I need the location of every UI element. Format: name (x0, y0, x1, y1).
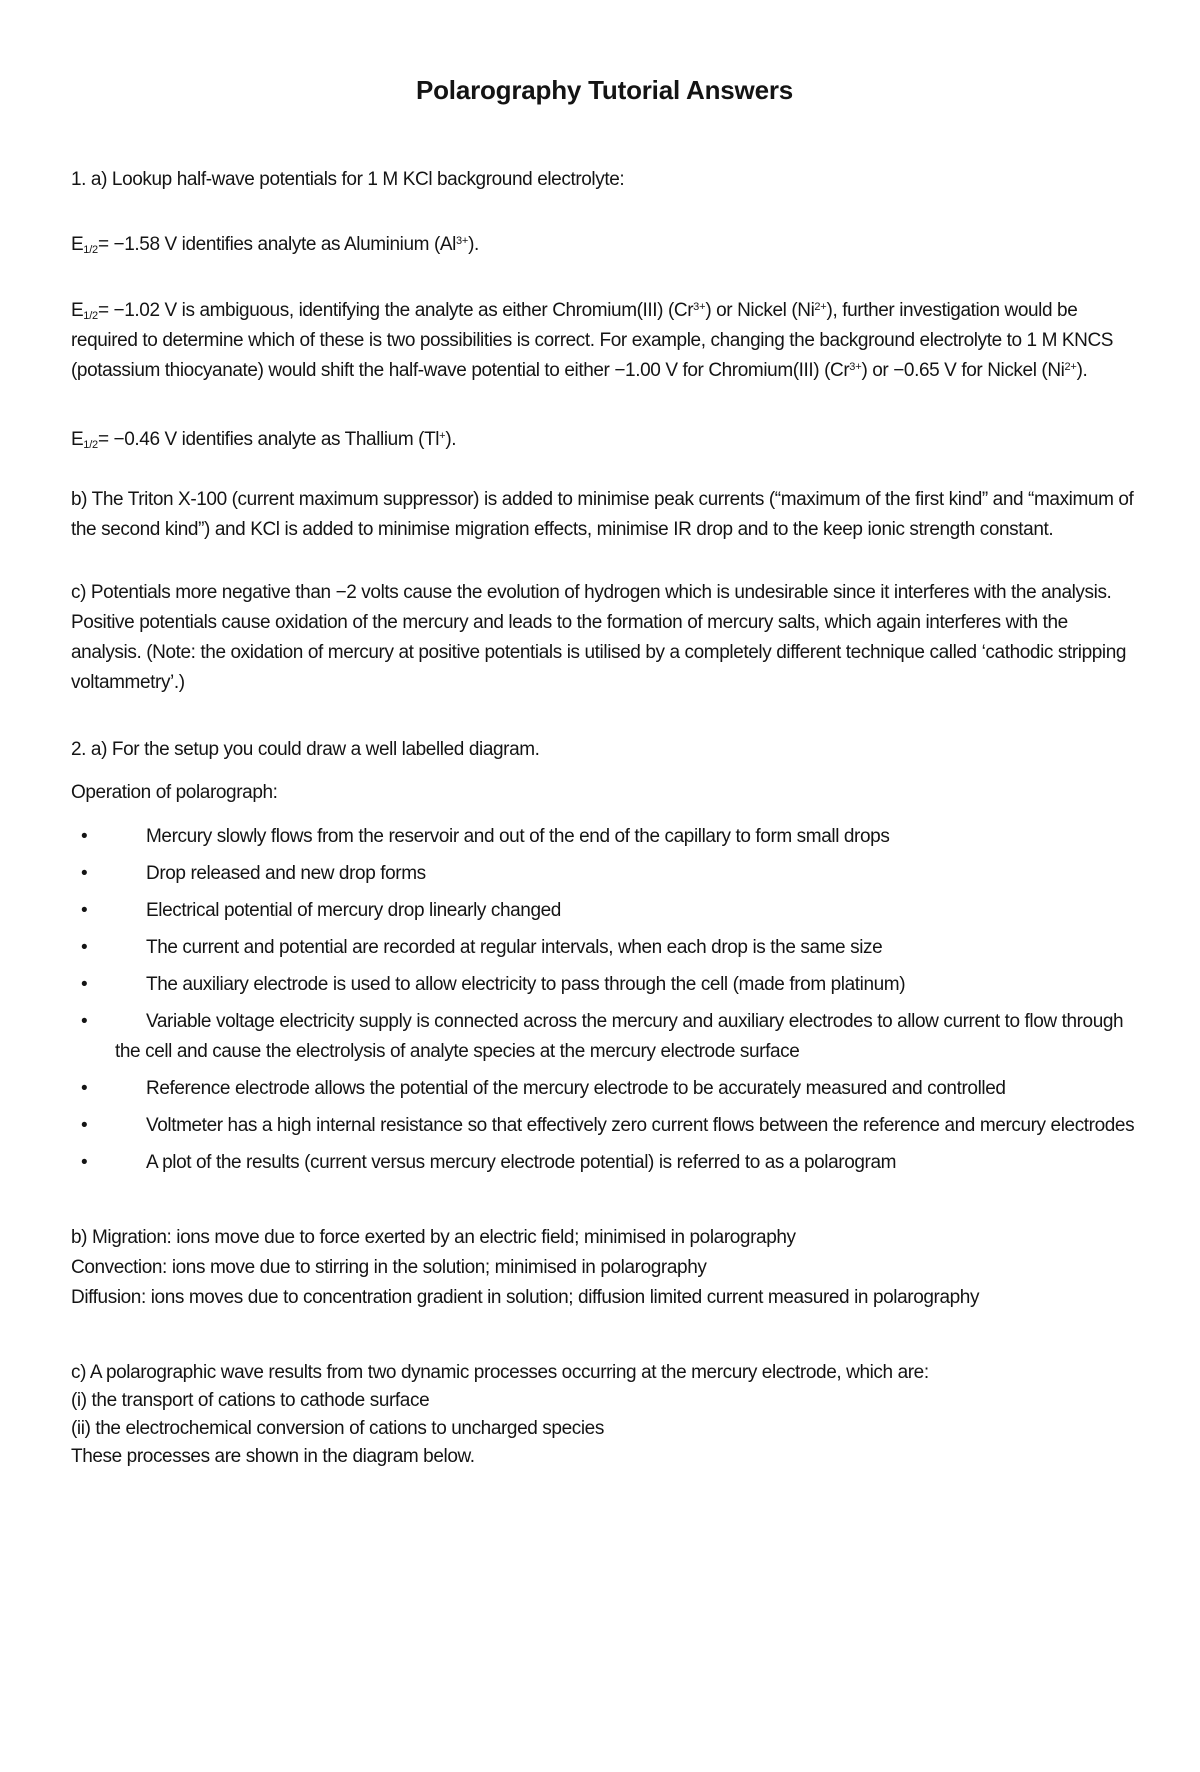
bullet-item (71, 822, 1138, 852)
operation-heading: Operation of polarograph: (71, 782, 278, 803)
q2-part-b-line: b) Migration: ions move due to force exerted by an electric field; minimised in polarography (71, 1227, 796, 1248)
bullet-item (71, 1148, 1138, 1178)
bullet-text: Electrical potential of mercury drop linearly changed (146, 900, 561, 921)
bullet-item (71, 933, 1138, 963)
bullet-marker: • (81, 1152, 88, 1173)
q1-answer-chromium-nickel: $E_{1/2}= -1.02$ V is ambiguous, identifying the analyte as either Chromium(III) $(Cr^{3+})$ or Nickel $(Ni^{2+})$, further investigation would be required to determine which of these is two possibilities is correct. For example, changing the background electrolyte to 1 M KNCS (potassium thiocyanate) would shift the half-wave potential to either −1.00 V for Chromium(III) $(Cr^{3+})$ or −0.65 V for Nickel $(Ni^{2+})$. (71, 300, 1114, 381)
document-page (0, 74, 1200, 1471)
bullet-marker: • (81, 1078, 88, 1099)
q2-part-c-line: These processes are shown in the diagram below. (71, 1446, 475, 1467)
bullet-marker: • (81, 900, 88, 921)
q2-intro-paragraph: 2. a) For the setup you could draw a well labelled diagram. (71, 739, 540, 760)
bullet-item (71, 1074, 1138, 1104)
bullet-text: Voltmeter has a high internal resistance so that effectively zero current flows between the reference and mercury electrodes (146, 1115, 1135, 1136)
bullet-marker: • (81, 1011, 88, 1032)
q2-part-c-line: c) A polarographic wave results from two dynamic processes occurring at the mercury electrode, which are: (71, 1362, 929, 1383)
bullet-item (71, 1111, 1138, 1141)
bullet-item (71, 1007, 1138, 1067)
q1-intro-paragraph: 1. a) Lookup half-wave potentials for 1 M KCl background electrolyte: (71, 169, 625, 190)
q2-part-c-line: (ii) the electrochemical conversion of cations to uncharged species (71, 1418, 604, 1439)
bullet-marker: • (81, 826, 88, 847)
q2-part-c-line: (i) the transport of cations to cathode surface (71, 1390, 430, 1411)
q2-part-c-paragraph (71, 1359, 1138, 1471)
q2-part-b-line: Convection: ions move due to stirring in the solution; minimised in polarography (71, 1257, 707, 1278)
q1-part-b-paragraph: b) The Triton X-100 (current maximum suppressor) is added to minimise peak currents (“maximum of the first kind” and “maximum of the second kind”) and KCl is added to minimise migration effects, minimise IR drop and to the keep ionic strength constant. (71, 489, 1134, 540)
bullet-text: A plot of the results (current versus mercury electrode potential) is referred to as a polarogram (146, 1152, 897, 1173)
q2-part-b-line: Diffusion: ions moves due to concentration gradient in solution; diffusion limited current measured in polarography (71, 1287, 980, 1308)
bullet-text: Reference electrode allows the potential of the mercury electrode to be accurately measured and controlled (146, 1078, 1006, 1099)
bullet-marker: • (81, 937, 88, 958)
page-title: Polarography Tutorial Answers (415, 75, 794, 105)
bullet-text: Drop released and new drop forms (146, 863, 426, 884)
q1-answer-thallium: $E_{1/2}= -0.46$ V identifies analyte as Thallium (Tl+). (71, 429, 457, 451)
bullet-marker: • (81, 1115, 88, 1136)
bullet-marker: • (81, 974, 88, 995)
bullet-text: Variable voltage electricity supply is connected across the mercury and auxiliary electrodes to allow current to flow through the cell and cause the electrolysis of analyte species at the mercury electrode surface (115, 1011, 1124, 1062)
bullet-text: Mercury slowly flows from the reservoir and out of the end of the capillary to form small drops (146, 826, 890, 847)
q1-part-c-paragraph: c) Potentials more negative than −2 volts cause the evolution of hydrogen which is undesirable since it interferes with the analysis. Positive potentials cause oxidation of the mercury and leads to the formation of mercury salts, which again interferes with the analysis. (Note: the oxidation of mercury at positive potentials is utilised by a completely different technique called ‘cathodic stripping voltammetry’.) (71, 582, 1127, 693)
bullet-text: The auxiliary electrode is used to allow electricity to pass through the cell (made from platinum) (146, 974, 906, 995)
q2-part-b-paragraph (71, 1223, 1138, 1313)
operation-bullet-list (71, 822, 1138, 1178)
bullet-item (71, 896, 1138, 926)
q1-answer-aluminium: $E_{1/2}= -1.58$ V identifies analyte as Aluminium $(Al^{3+})$. (71, 234, 479, 256)
bullet-text: The current and potential are recorded at regular intervals, when each drop is the same size (146, 937, 883, 958)
bullet-item (71, 970, 1138, 1000)
bullet-marker: • (81, 863, 88, 884)
bullet-item (71, 859, 1138, 889)
